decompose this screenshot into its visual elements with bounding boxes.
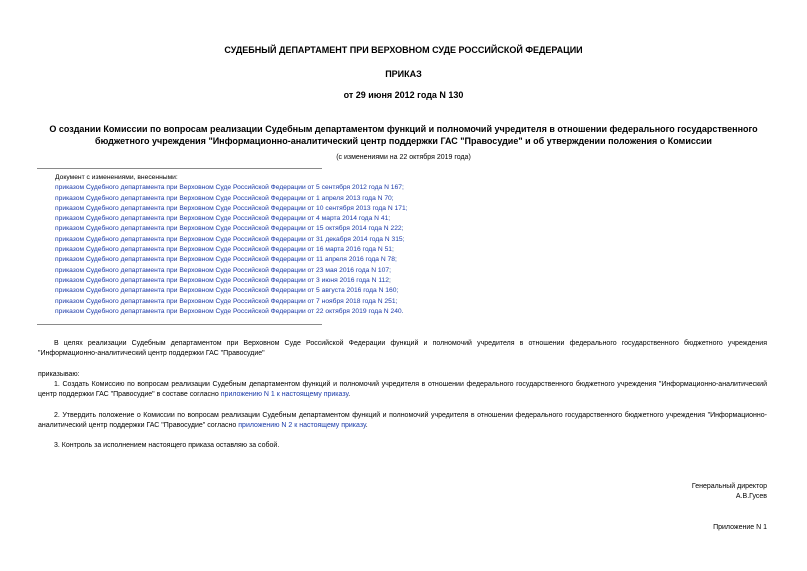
change-link[interactable]: приказом Судебного департамента при Верховном Суде Российской Федерации от 1 апреля 2013 года N 70; <box>55 194 394 202</box>
paragraph-1: 1. Создать Комиссию по вопросам реализации Судебным департаментом функций и полномочий учредителя в отношении федерального государственного бюджетного учреждения "Информационно-аналитический центр поддержки ГАС "Правосудие" в составе согласно приложению N 1 к настоящему приказу. <box>38 381 767 398</box>
change-link[interactable]: приказом Судебного департамента при Верховном Суде Российской Федерации от 23 мая 2016 года N 107; <box>55 266 391 274</box>
change-link[interactable]: приказом Судебного департамента при Верховном Суде Российской Федерации от 11 апреля 2016 года N 78; <box>55 256 397 264</box>
intro-text: В целях реализации Судебным департаментом при Верховном Суде Российской Федерации функций и полномочий учредителя в отношении федерального государственного бюджетного учреждения "Информационно-аналитический центр поддержки ГАС "Правосудие" <box>38 340 767 357</box>
paragraph-3-text: 3. Контроль за исполнением настоящего приказа оставляю за собой. <box>54 442 280 449</box>
edition-note: (с изменениями на 22 октября 2019 года) <box>336 154 471 161</box>
org-name: СУДЕБНЫЙ ДЕПАРТАМЕНТ ПРИ ВЕРХОВНОМ СУДЕ РОССИЙСКОЙ ФЕДЕРАЦИИ <box>224 45 583 55</box>
paragraph-1-text: 1. Создать Комиссию по вопросам реализации Судебным департаментом функций и полномочий учредителя в отношении федерального государственного бюджетного учреждения "Информационно-аналитический центр поддержки ГАС "Правосудие" в составе согласно <box>38 381 767 398</box>
change-link[interactable]: приказом Судебного департамента при Верховном Суде Российской Федерации от 10 сентября 2013 года N 171; <box>55 204 408 212</box>
paragraph-2: 2. Утвердить положение о Комиссии по вопросам реализации Судебным департаментом функций и полномочий учредителя в отношении федерального государственного бюджетного учреждения "Информационно-аналитический центр поддержки ГАС "Правосудие" согласно приложению N 2 к настоящему приказу. <box>38 412 767 429</box>
change-link[interactable]: приказом Судебного департамента при Верховном Суде Российской Федерации от 7 ноября 2018 года N 251; <box>55 297 398 305</box>
change-link[interactable]: приказом Судебного департамента при Верховном Суде Российской Федерации от 15 октября 2014 года N 222; <box>55 225 404 233</box>
intro-paragraph <box>38 339 767 359</box>
change-link[interactable]: приказом Судебного департамента при Верховном Суде Российской Федерации от 4 марта 2014 года N 41; <box>55 215 391 223</box>
paragraph-2-text: 2. Утвердить положение о Комиссии по вопросам реализации Судебным департаментом функций и полномочий учредителя в отношении федерального государственного бюджетного учреждения "Информационно-аналитический центр поддержки ГАС "Правосудие" согласно <box>38 412 767 429</box>
appendix-2-link[interactable]: приложению N 2 к настоящему приказу <box>238 422 366 429</box>
order-word: приказываю: <box>38 371 80 378</box>
divider-top <box>37 168 322 169</box>
changes-label: Документ с изменениями, внесенными: <box>55 174 178 181</box>
change-link[interactable]: приказом Судебного департамента при Верховном Суде Российской Федерации от 16 марта 2016 года N 51; <box>55 246 394 254</box>
changes-list <box>55 173 408 317</box>
appendix-1-link[interactable]: приложению N 1 к настоящему приказу <box>220 391 349 398</box>
appendix-label: Приложение N 1 <box>713 524 767 531</box>
doc-type: ПРИКАЗ <box>385 69 422 79</box>
doc-title-line1: О создании Комиссии по вопросам реализации Судебным департаментом функций и полномочий учредителя в отношении федерального государственного <box>49 124 758 134</box>
change-link[interactable]: приказом Судебного департамента при Верховном Суде Российской Федерации от 5 сентября 2012 года N 167; <box>55 184 404 192</box>
paragraph-3 <box>38 441 767 451</box>
doc-title-line2: бюджетного учреждения "Информационно-аналитический центр поддержки ГАС "Правосудие" и об утверждении положения о Комиссии <box>95 135 712 146</box>
doc-title <box>40 124 767 147</box>
change-link[interactable]: приказом Судебного департамента при Верховном Суде Российской Федерации от 22 октября 2019 года N 240. <box>55 307 404 315</box>
signature-position: Генеральный директор <box>691 483 767 490</box>
doc-date-number: от 29 июня 2012 года N 130 <box>343 90 464 100</box>
change-link[interactable]: приказом Судебного департамента при Верховном Суде Российской Федерации от 5 августа 2016 года N 160; <box>55 287 399 295</box>
change-link[interactable]: приказом Судебного департамента при Верховном Суде Российской Федерации от 3 июня 2016 года N 112; <box>55 276 391 284</box>
divider-bottom <box>37 324 322 325</box>
signature-name: А.В.Гусев <box>735 493 767 500</box>
change-link[interactable]: приказом Судебного департамента при Верховном Суде Российской Федерации от 31 декабря 2014 года N 315; <box>55 235 405 243</box>
signature-block <box>692 482 767 502</box>
